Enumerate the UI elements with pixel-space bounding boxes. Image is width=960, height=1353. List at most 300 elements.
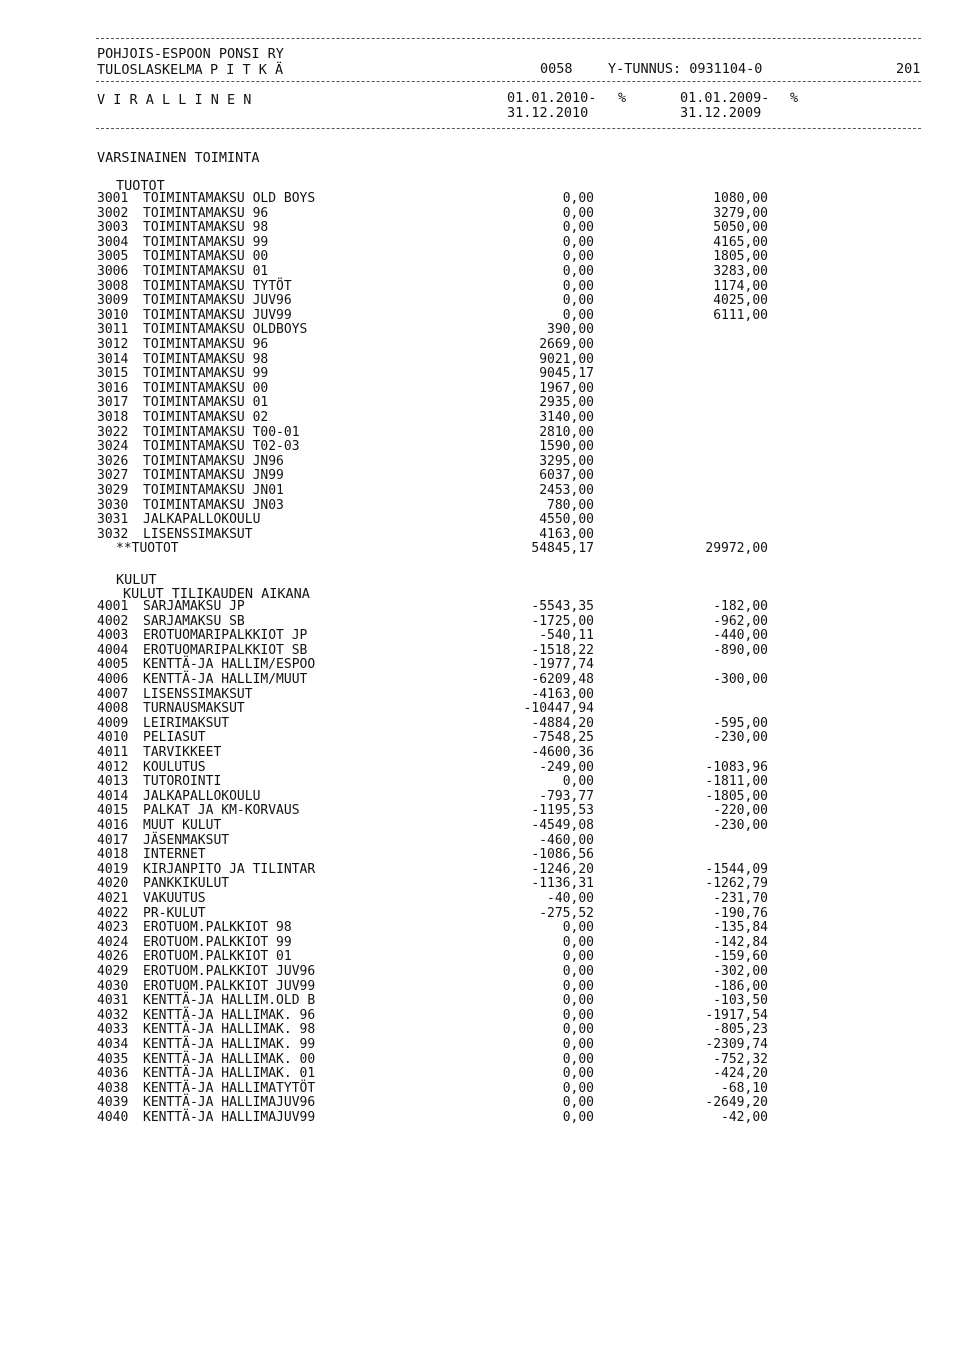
table-row [0,775,960,790]
current-amount: 4550,00 [539,512,594,528]
account-code: 4036 [97,1066,129,1082]
account-code: 3003 [97,220,129,236]
header-rule [96,81,921,82]
account-name: MUUT KULUT [143,818,222,833]
current-amount: -793,77 [539,788,594,804]
account-code: 4012 [97,759,129,775]
account-name: LEIRIMAKSUT [143,715,230,731]
account-name: PANKKIKULUT [143,876,230,892]
account-name: JALKAPALLOKOULU [143,788,261,804]
current-amount: 2810,00 [539,424,594,440]
account-name: KENTTÄ-JA HALLIMAJUV96 [143,1095,316,1111]
current-amount: 0,00 [562,191,594,206]
current-amount: 0,00 [562,1037,594,1052]
account-name: TOIMINTAMAKSU 99 [143,234,269,250]
current-period-end: 31.12.2010 [507,105,589,121]
account-code: 4016 [97,818,129,833]
top-rule [96,38,921,39]
table-row [0,819,960,834]
expense-section-subtitle: KULUT TILIKAUDEN AIKANA [123,586,310,602]
previous-amount: -68,10 [721,1080,768,1096]
table-row [0,528,960,543]
current-period-start: 01.01.2010- [507,90,597,106]
account-name: KENTTÄ-JA HALLIM/MUUT [143,672,308,687]
account-code: 3008 [97,278,129,294]
previous-amount: -220,00 [713,803,768,819]
current-amount: 0,00 [562,307,594,323]
account-name: TOIMINTAMAKSU JUV99 [143,307,292,323]
account-code: 4021 [97,891,129,906]
account-code: 4004 [97,642,129,658]
account-code: 3024 [97,439,129,455]
previous-amount: -302,00 [713,964,768,979]
previous-amount: -805,23 [713,1022,768,1038]
previous-amount: 3279,00 [713,205,768,221]
income-section-title: TUOTOT [116,178,165,194]
current-amount: -4600,36 [531,745,594,760]
account-code: 4030 [97,978,129,994]
account-code: 4023 [97,920,129,936]
account-name: TOIMINTAMAKSU T00-01 [143,424,300,440]
org-name: POHJOIS-ESPOON PONSI RY [97,46,284,62]
main-section-title: VARSINAINEN TOIMINTA [97,150,260,166]
table-row [0,936,960,951]
account-name: KENTTÄ-JA HALLIMAK. 99 [143,1037,316,1052]
current-amount: -40,00 [547,891,594,906]
current-amount: 0,00 [562,220,594,236]
account-code: 4035 [97,1051,129,1067]
account-name: SARJAMAKSU JP [143,599,245,614]
current-amount: 4163,00 [539,526,594,542]
account-name: TOIMINTAMAKSU 96 [143,337,269,352]
account-name: TUTOROINTI [143,774,222,790]
account-code: 4017 [97,832,129,848]
account-name: KENTTÄ-JA HALLIM/ESPOO [143,657,316,673]
current-amount: 0,00 [562,234,594,250]
current-amount: 0,00 [562,278,594,294]
current-amount: -540,11 [539,628,594,644]
account-name: **TUOTOT [116,541,179,557]
account-name: KENTTÄ-JA HALLIM.OLD B [143,993,316,1009]
account-code: 4039 [97,1095,129,1111]
table-row [0,513,960,528]
table-row [0,294,960,309]
table-row [0,338,960,353]
account-code: 4018 [97,847,129,863]
account-code: 4034 [97,1037,129,1052]
account-name: KENTTÄ-JA HALLIMAK. 01 [143,1066,316,1082]
previous-amount: -890,00 [713,642,768,658]
account-code: 3026 [97,453,129,469]
current-amount: -1977,74 [531,657,594,673]
account-name: LISENSSIMAKSUT [143,526,253,542]
account-name: JÄSENMAKSUT [143,832,230,848]
current-percent-header: % [618,90,627,106]
current-amount: 0,00 [562,1007,594,1023]
account-name: SARJAMAKSU SB [143,613,245,629]
account-code: 4008 [97,701,129,717]
account-name: LISENSSIMAKSUT [143,686,253,702]
table-row [0,1023,960,1038]
current-amount: 0,00 [562,205,594,221]
account-code: 3005 [97,249,129,265]
current-amount: 0,00 [562,293,594,309]
table-row [0,702,960,717]
table-row [0,717,960,732]
account-name: TOIMINTAMAKSU 99 [143,366,269,382]
current-amount: -7548,25 [531,730,594,746]
account-code: 4020 [97,876,129,892]
table-row [0,1067,960,1082]
previous-amount: -2309,74 [705,1037,768,1052]
table-row [0,1111,960,1126]
account-name: KOULUTUS [143,759,206,775]
current-amount: 9021,00 [539,351,594,367]
previous-amount: -2649,20 [705,1095,768,1111]
account-name: PELIASUT [143,730,206,746]
current-amount: 0,00 [562,1080,594,1096]
table-row [0,790,960,805]
table-row [0,499,960,514]
table-row [0,323,960,338]
account-code: 3009 [97,293,129,309]
account-code: 4003 [97,628,129,644]
current-amount: -275,52 [539,905,594,921]
table-row [0,921,960,936]
previous-amount: 4165,00 [713,234,768,250]
account-name: EROTUOM.PALKKIOT 98 [143,920,292,936]
current-amount: 2453,00 [539,483,594,498]
account-code: 4014 [97,788,129,804]
table-row [0,994,960,1009]
account-name: TOIMINTAMAKSU 00 [143,249,269,265]
current-amount: 9045,17 [539,366,594,382]
current-amount: -249,00 [539,759,594,775]
current-amount: 54845,17 [531,541,594,557]
current-amount: 0,00 [562,1022,594,1038]
table-row [0,731,960,746]
current-amount: 0,00 [562,1066,594,1082]
account-name: KENTTÄ-JA HALLIMAJUV99 [143,1110,316,1125]
current-amount: -4884,20 [531,715,594,731]
table-row [0,265,960,280]
table-row [0,309,960,324]
previous-amount: -1083,96 [705,759,768,775]
account-name: TOIMINTAMAKSU T02-03 [143,439,300,455]
current-amount: 0,00 [562,264,594,279]
current-amount: 0,00 [562,1051,594,1067]
previous-amount: -142,84 [713,934,768,950]
account-name: TOIMINTAMAKSU JUV96 [143,293,292,309]
account-code: 3016 [97,380,129,396]
report-type: P I T K Ä [210,62,284,78]
account-name: TOIMINTAMAKSU JN99 [143,468,284,484]
account-name: EROTUOM.PALKKIOT 99 [143,934,292,950]
previous-amount: -752,32 [713,1051,768,1067]
table-row [0,396,960,411]
current-amount: 0,00 [562,934,594,950]
table-row [0,353,960,368]
current-amount: 0,00 [562,964,594,979]
table-row [0,629,960,644]
account-name: EROTUOM.PALKKIOT 01 [143,949,292,965]
table-row [0,469,960,484]
table-row [0,804,960,819]
account-name: INTERNET [143,847,206,863]
account-code: 4024 [97,934,129,950]
account-code: 3027 [97,468,129,484]
account-name: KENTTÄ-JA HALLIMAK. 98 [143,1022,316,1038]
current-amount: -460,00 [539,832,594,848]
expense-section-title: KULUT [116,572,157,588]
current-amount: -1136,31 [531,876,594,892]
current-amount: -6209,48 [531,672,594,687]
previous-percent-header: % [790,90,799,106]
current-amount: 3295,00 [539,453,594,469]
current-amount: 0,00 [562,249,594,265]
current-amount: 0,00 [562,1110,594,1125]
table-row [0,688,960,703]
account-code: 3018 [97,410,129,425]
previous-amount: -300,00 [713,672,768,687]
table-row [0,965,960,980]
previous-amount: -1811,00 [705,774,768,790]
account-code: 4022 [97,905,129,921]
previous-amount: -159,60 [713,949,768,965]
account-code: 4038 [97,1080,129,1096]
account-code: 3031 [97,512,129,528]
account-code: 4006 [97,672,129,687]
previous-amount: 1080,00 [713,191,768,206]
department-name: V I R A L L I N E N [97,92,252,108]
previous-amount: -182,00 [713,599,768,614]
table-row [0,280,960,295]
table-row [0,877,960,892]
previous-amount: -42,00 [721,1110,768,1125]
previous-amount: -1917,54 [705,1007,768,1023]
table-row [0,863,960,878]
current-amount: -1246,20 [531,861,594,877]
table-row [0,192,960,207]
previous-amount: -962,00 [713,613,768,629]
account-code: 4026 [97,949,129,965]
previous-amount: -135,84 [713,920,768,936]
table-row [0,673,960,688]
account-code: 3012 [97,337,129,352]
account-code: 3010 [97,307,129,323]
account-code: 3022 [97,424,129,440]
previous-amount: -440,00 [713,628,768,644]
table-row [0,658,960,673]
previous-amount: -103,50 [713,993,768,1009]
account-name: TOIMINTAMAKSU 96 [143,205,269,221]
table-row [0,834,960,849]
account-name: EROTUOMARIPALKKIOT SB [143,642,308,658]
account-code: 3001 [97,191,129,206]
current-amount: -10447,94 [523,701,594,717]
previous-amount: -1262,79 [705,876,768,892]
account-name: EROTUOM.PALKKIOT JUV96 [143,964,316,979]
account-code: 4029 [97,964,129,979]
account-code: 4007 [97,686,129,702]
current-amount: 0,00 [562,774,594,790]
current-amount: -4549,08 [531,818,594,833]
account-name: TOIMINTAMAKSU OLDBOYS [143,322,308,338]
account-code: 3017 [97,395,129,411]
account-name: TOIMINTAMAKSU 01 [143,395,269,411]
current-amount: 1590,00 [539,439,594,455]
report-title: TULOSLASKELMA [97,62,203,78]
account-code: 4032 [97,1007,129,1023]
previous-amount: 29972,00 [705,541,768,557]
account-name: TOIMINTAMAKSU TYTÖT [143,278,292,294]
current-amount: 1967,00 [539,380,594,396]
account-code: 4009 [97,715,129,731]
previous-amount: -231,70 [713,891,768,906]
previous-amount: 5050,00 [713,220,768,236]
account-name: TOIMINTAMAKSU JN96 [143,453,284,469]
table-row [0,615,960,630]
table-row [0,761,960,776]
table-row [0,426,960,441]
account-name: TOIMINTAMAKSU 01 [143,264,269,279]
current-amount: -5543,35 [531,599,594,614]
account-code: 3014 [97,351,129,367]
current-amount: 0,00 [562,920,594,936]
table-row [0,950,960,965]
current-amount: -1195,53 [531,803,594,819]
account-code: 3004 [97,234,129,250]
account-name: PR-KULUT [143,905,206,921]
table-row [0,382,960,397]
table-row [0,980,960,995]
table-row [0,440,960,455]
account-name: TOIMINTAMAKSU 98 [143,220,269,236]
current-amount: -1086,56 [531,847,594,863]
account-code: 3032 [97,526,129,542]
account-code: 4033 [97,1022,129,1038]
table-row [0,207,960,222]
previous-amount: 1805,00 [713,249,768,265]
account-name: KIRJANPITO JA TILINTAR [143,861,316,877]
table-row [0,892,960,907]
table-row [0,1038,960,1053]
current-amount: -4163,00 [531,686,594,702]
table-row [0,542,960,557]
account-name: TOIMINTAMAKSU OLD BOYS [143,191,316,206]
account-code: 3006 [97,264,129,279]
account-name: TOIMINTAMAKSU 02 [143,410,269,425]
account-name: VAKUUTUS [143,891,206,906]
table-row [0,236,960,251]
previous-amount: -595,00 [713,715,768,731]
account-code: 4040 [97,1110,129,1125]
account-code: 4005 [97,657,129,673]
current-amount: 6037,00 [539,468,594,484]
account-code: 3015 [97,366,129,382]
company-number: 0058 [540,61,573,77]
account-code: 3029 [97,483,129,498]
account-code: 3002 [97,205,129,221]
previous-amount: 6111,00 [713,307,768,323]
account-name: KENTTÄ-JA HALLIMAK. 96 [143,1007,316,1023]
table-row [0,411,960,426]
table-row [0,484,960,499]
account-name: TARVIKKEET [143,745,222,760]
account-name: PALKAT JA KM-KORVAUS [143,803,300,819]
account-name: TOIMINTAMAKSU JN03 [143,497,284,513]
account-name: TOIMINTAMAKSU 98 [143,351,269,367]
current-amount: 0,00 [562,978,594,994]
previous-amount: -190,76 [713,905,768,921]
current-amount: 3140,00 [539,410,594,425]
page-number: 201 [896,61,921,77]
account-name: TURNAUSMAKSUT [143,701,245,717]
table-row [0,907,960,922]
account-code: 4019 [97,861,129,877]
previous-amount: 3283,00 [713,264,768,279]
account-code: 4010 [97,730,129,746]
table-row [0,1053,960,1068]
table-row [0,746,960,761]
previous-amount: -230,00 [713,730,768,746]
table-row [0,221,960,236]
account-name: EROTUOMARIPALKKIOT JP [143,628,308,644]
business-id: Y-TUNNUS: 0931104-0 [608,61,763,77]
previous-amount: -1805,00 [705,788,768,804]
current-amount: 0,00 [562,1095,594,1111]
previous-amount: -186,00 [713,978,768,994]
table-row [0,600,960,615]
account-code: 4013 [97,774,129,790]
current-amount: 2669,00 [539,337,594,352]
previous-amount: -424,20 [713,1066,768,1082]
account-code: 4011 [97,745,129,760]
account-code: 4015 [97,803,129,819]
account-code: 4001 [97,599,129,614]
current-amount: 390,00 [547,322,594,338]
account-name: JALKAPALLOKOULU [143,512,261,528]
table-row [0,1096,960,1111]
previous-amount: -230,00 [713,818,768,833]
table-row [0,848,960,863]
current-amount: 2935,00 [539,395,594,411]
table-row [0,455,960,470]
account-code: 3011 [97,322,129,338]
current-amount: 0,00 [562,949,594,965]
previous-period-end: 31.12.2009 [680,105,762,121]
account-code: 3030 [97,497,129,513]
previous-amount: -1544,09 [705,861,768,877]
previous-amount: 4025,00 [713,293,768,309]
current-amount: -1518,22 [531,642,594,658]
account-name: TOIMINTAMAKSU 00 [143,380,269,396]
table-row [0,250,960,265]
account-code: 4031 [97,993,129,1009]
account-code: 4002 [97,613,129,629]
current-amount: 780,00 [547,497,594,513]
account-name: EROTUOM.PALKKIOT JUV99 [143,978,316,994]
account-name: KENTTÄ-JA HALLIMATYTÖT [143,1080,316,1096]
current-amount: 0,00 [562,993,594,1009]
previous-period-start: 01.01.2009- [680,90,770,106]
table-row [0,367,960,382]
previous-amount: 1174,00 [713,278,768,294]
current-amount: -1725,00 [531,613,594,629]
header-bottom-rule [96,128,921,129]
account-name: TOIMINTAMAKSU JN01 [143,483,284,498]
account-name: KENTTÄ-JA HALLIMAK. 00 [143,1051,316,1067]
